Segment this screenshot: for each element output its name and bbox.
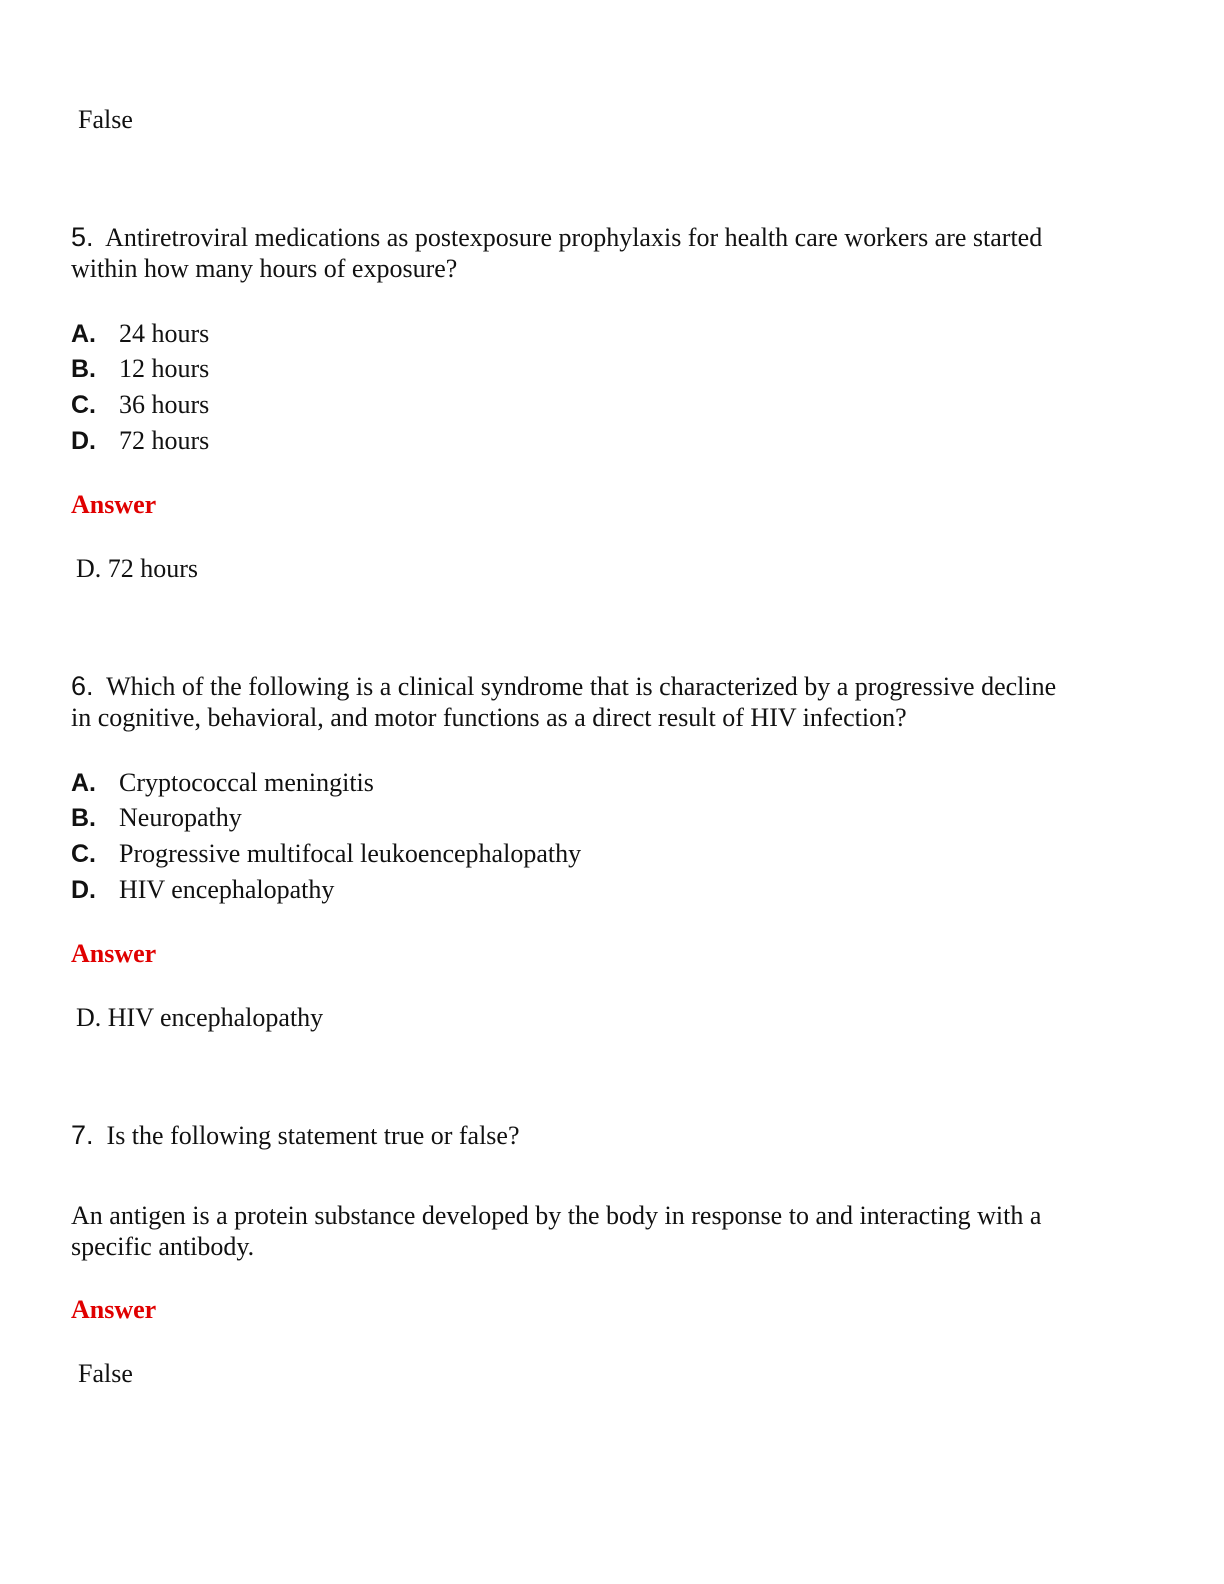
option-letter: D.: [71, 427, 96, 455]
option-letter: B.: [71, 355, 96, 383]
question-7-line-1: [71, 1120, 520, 1151]
option-letter: C.: [71, 840, 96, 868]
option-text: 72 hours: [119, 426, 210, 455]
question-5-line-2: within how many hours of exposure?: [71, 254, 458, 283]
option-letter: A.: [71, 769, 96, 797]
statement-line-2: specific antibody.: [71, 1232, 255, 1261]
answer-label: Answer: [71, 1295, 157, 1324]
option-letter: B.: [71, 804, 96, 832]
option-b: [71, 351, 209, 391]
option-a: [71, 316, 209, 356]
option-b: [71, 800, 242, 840]
answer-label: Answer: [71, 939, 157, 968]
question-5-line-1: [71, 222, 1042, 253]
question-number: 6.: [71, 671, 94, 701]
option-text: Neuropathy: [119, 803, 242, 832]
option-d: [71, 423, 209, 463]
option-c: [71, 836, 581, 876]
option-letter: C.: [71, 391, 96, 419]
option-letter: D.: [71, 876, 96, 904]
question-text: Which of the following is a clinical syndrome that is characterized by a progressive decline: [106, 672, 1057, 701]
option-text: Cryptococcal meningitis: [119, 768, 374, 797]
answer-text: D. 72 hours: [76, 554, 199, 583]
question-6-line-1: [71, 671, 1056, 702]
option-text: 36 hours: [119, 390, 210, 419]
question-number: 7.: [71, 1120, 94, 1150]
previous-answer: False: [78, 105, 133, 134]
question-text: Is the following statement true or false?: [106, 1121, 520, 1150]
option-d: [71, 872, 334, 912]
option-text: Progressive multifocal leukoencephalopathy: [119, 839, 582, 868]
option-a: [71, 765, 374, 805]
option-text: 24 hours: [119, 319, 210, 348]
option-letter: A.: [71, 320, 96, 348]
answer-label: Answer: [71, 490, 157, 519]
answer-text: False: [78, 1359, 133, 1388]
question-text: Antiretroviral medications as postexposure prophylaxis for health care workers are started: [105, 223, 1043, 252]
statement-line-1: An antigen is a protein substance developed by the body in response to and interacting with a: [71, 1201, 1042, 1230]
answer-text: D. HIV encephalopathy: [76, 1003, 324, 1032]
option-text: HIV encephalopathy: [119, 875, 335, 904]
question-6-line-2: in cognitive, behavioral, and motor functions as a direct result of HIV infection?: [71, 703, 907, 732]
option-c: [71, 387, 209, 427]
question-number: 5.: [71, 222, 94, 252]
option-text: 12 hours: [119, 354, 210, 383]
